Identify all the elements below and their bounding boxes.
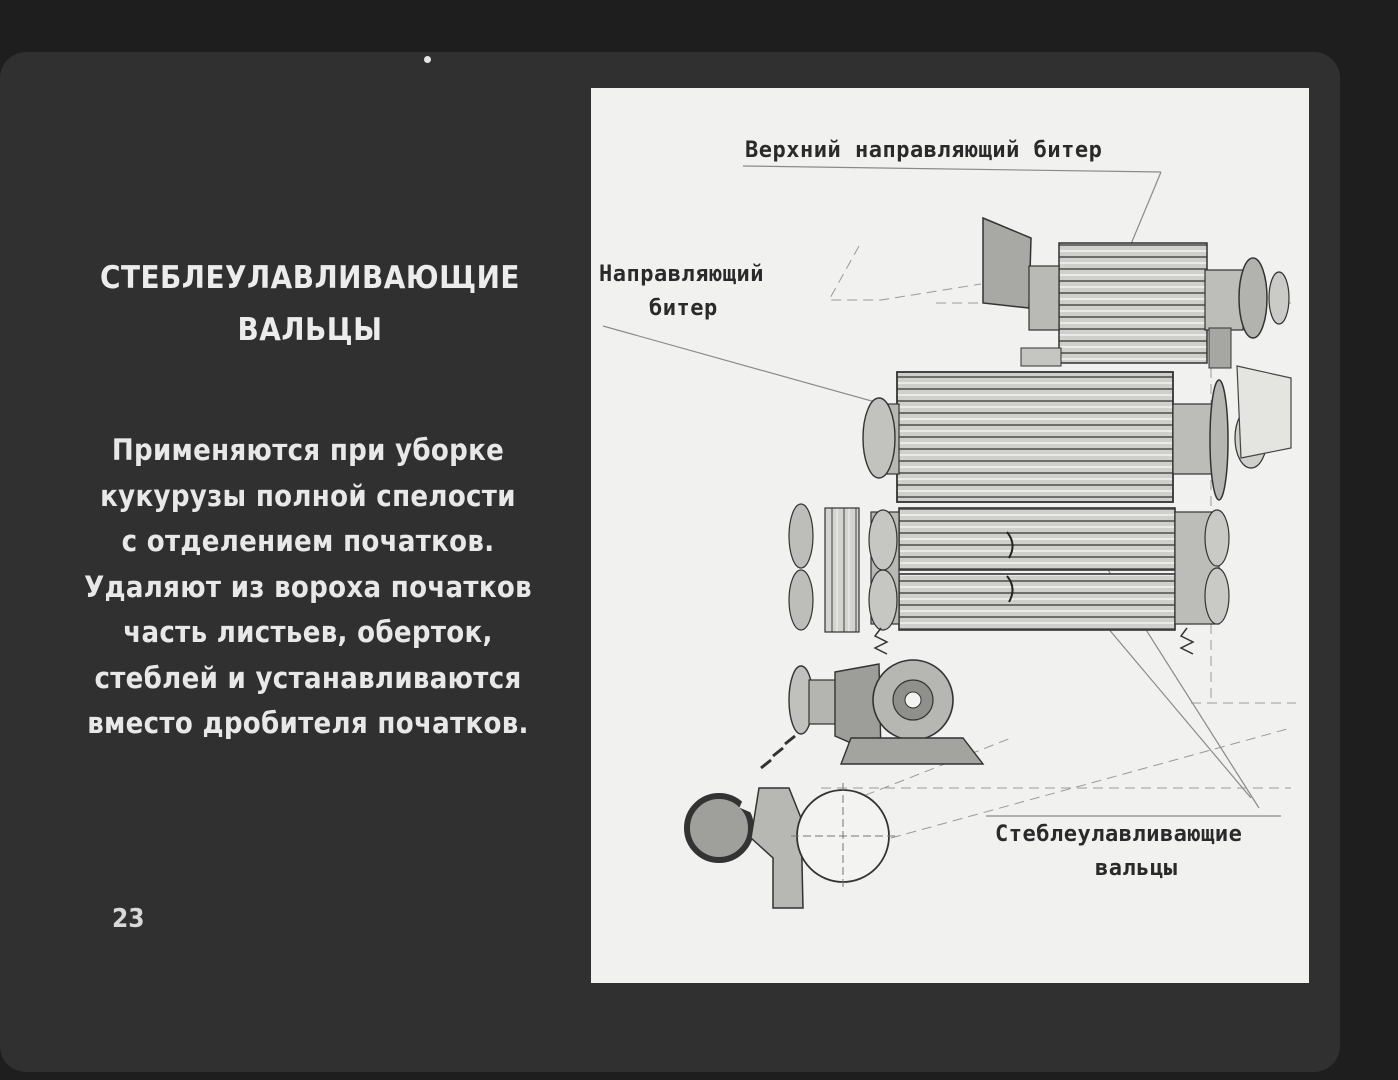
detail-drawings: [687, 783, 896, 908]
page-number: 23: [112, 904, 145, 934]
slide-body: [28, 428, 588, 747]
upper-beater-drawing: [983, 218, 1289, 368]
film-speck: [424, 56, 431, 63]
label-upper-beater: Верхний направляющий битер: [745, 138, 1103, 163]
label-guide-beater-2: битер: [649, 296, 718, 321]
label-rollers-2: вальцы: [1095, 856, 1178, 881]
title-line-1: СТЕБЛЕУЛАВЛИВАЮЩИЕ: [100, 260, 520, 296]
slide-title: [40, 252, 580, 356]
body-line-1: Применяются при уборке: [111, 433, 505, 467]
body-line-5: часть листьев, оберток,: [123, 615, 493, 649]
title-line-2: ВАЛЬЦЫ: [237, 312, 383, 348]
body-line-4: Удаляют из вороха початков: [84, 569, 532, 604]
label-guide-beater-1: Направляющий: [599, 262, 764, 287]
body-line-7: вместо дробителя початков.: [87, 706, 529, 740]
gearbox-drawing: [761, 660, 983, 768]
body-line-6: стеблей и устанавливаются: [94, 660, 522, 695]
label-rollers-1: Стеблеулавливающие: [995, 822, 1243, 847]
stalk-rollers-drawing: [789, 504, 1229, 654]
body-line-3: с отделением початков.: [121, 524, 495, 558]
guide-beater-drawing: [863, 366, 1291, 502]
roller-diagram: [591, 88, 1309, 983]
body-line-2: кукурузы полной спелости: [100, 478, 516, 513]
